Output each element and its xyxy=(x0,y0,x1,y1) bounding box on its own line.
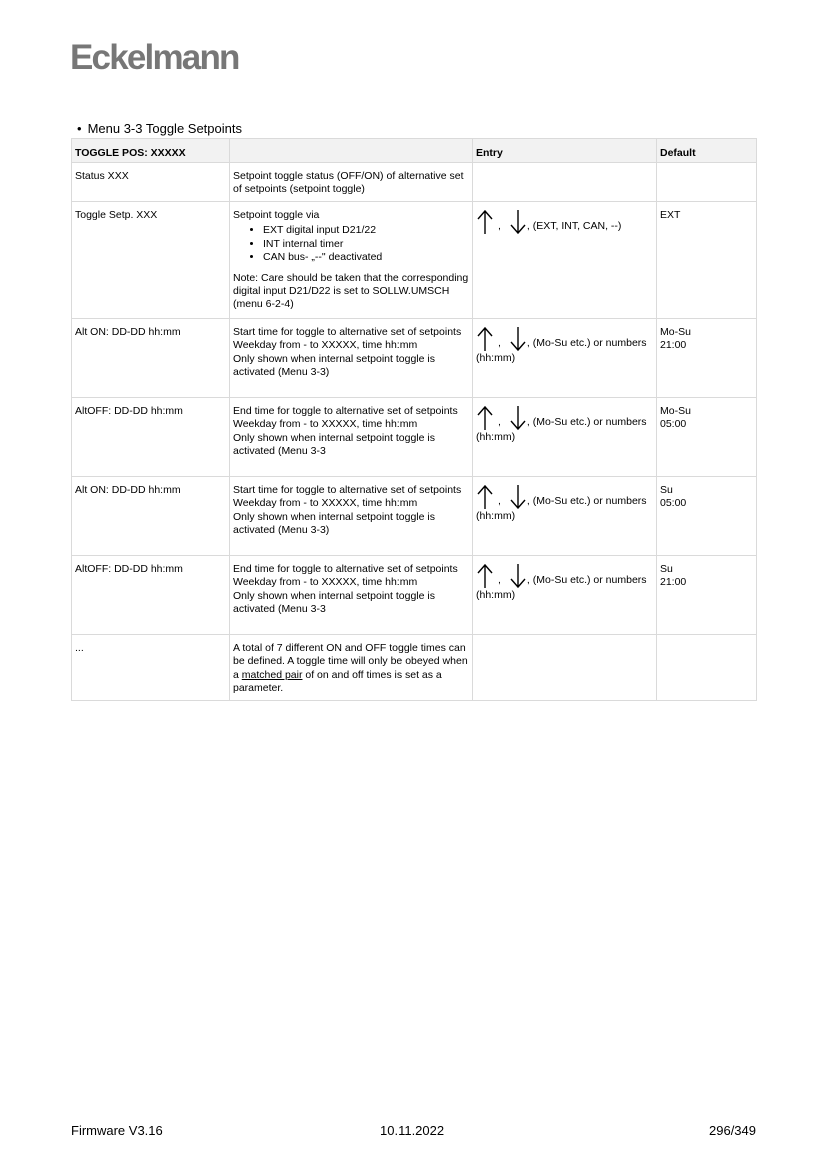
table-header-row xyxy=(72,139,757,163)
param-cell: AltOFF: DD-DD hh:mm xyxy=(72,556,230,635)
arrow-down-icon xyxy=(509,209,527,235)
desc-format: Weekday from - to XXXXX, time hh:mm xyxy=(233,339,418,352)
list-item: • EXT digital input D21/22 xyxy=(263,224,469,237)
entry-separator: , xyxy=(498,219,501,232)
arrow-down-icon xyxy=(509,563,527,589)
param-cell: Status XXX xyxy=(72,163,230,202)
desc-cell xyxy=(230,398,473,477)
entry-cell xyxy=(473,319,657,398)
bullet: • xyxy=(77,121,82,136)
desc-cell xyxy=(230,556,473,635)
entry-text-2: (hh:mm) xyxy=(476,510,516,522)
desc-condition: Only shown when internal setpoint toggle is activated (Menu 3-3) xyxy=(233,352,435,379)
matched-pair-text: matched pair xyxy=(241,668,303,681)
desc-condition: Only shown when internal setpoint toggle is activated (Menu 3-3) xyxy=(233,510,435,537)
table-row xyxy=(72,163,757,202)
table-row xyxy=(72,202,757,319)
entry-separator: , xyxy=(498,494,501,507)
entry-text: , (Mo-Su etc.) or numbers xyxy=(526,494,647,507)
param-cell: AltOFF: DD-DD hh:mm xyxy=(72,398,230,477)
arrow-up-icon xyxy=(476,563,494,589)
desc-cell xyxy=(230,319,473,398)
desc-text-b: of on and off times is set as a parameter. xyxy=(233,668,442,695)
desc-text: Setpoint toggle via xyxy=(233,209,320,221)
param-cell: Toggle Setp. XXX xyxy=(72,202,230,319)
desc-text-a: A total of 7 different ON and OFF toggle times can be defined. A toggle time will only be obeyed when a xyxy=(233,642,468,681)
entry-text: , (EXT, INT, CAN, --) xyxy=(526,219,622,232)
param-cell: ... xyxy=(72,635,230,701)
desc-text: Start time for toggle to alternative set of setpoints xyxy=(233,484,462,496)
desc-cell xyxy=(230,202,473,319)
desc-format: Weekday from - to XXXXX, time hh:mm xyxy=(233,497,418,510)
default-time: 21:00 xyxy=(660,576,687,589)
entry-keys xyxy=(476,563,653,589)
section-title xyxy=(77,121,242,136)
default-cell xyxy=(657,635,757,701)
note-text: Note: Care should be taken that the corresponding digital input D21/D22 is set to SOLLW.UMSCH (menu 6-2-4) xyxy=(233,271,469,311)
arrow-up-icon xyxy=(476,326,494,352)
header-entry: Entry xyxy=(473,139,657,163)
footer-page-number: 296/349 xyxy=(709,1123,756,1138)
entry-separator: , xyxy=(498,573,501,586)
entry-text-2: (hh:mm) xyxy=(476,589,516,601)
header-param: TOGGLE POS: XXXXX xyxy=(72,139,230,163)
default-days: Su xyxy=(660,563,673,575)
default-days: Mo-Su xyxy=(660,326,691,338)
footer-date: 10.11.2022 xyxy=(380,1123,445,1138)
desc-condition: Only shown when internal setpoint toggle is activated (Menu 3-3 xyxy=(233,431,435,458)
entry-cell xyxy=(473,202,657,319)
desc-format: Weekday from - to XXXXX, time hh:mm xyxy=(233,418,418,431)
default-cell xyxy=(657,477,757,556)
entry-text: , (Mo-Su etc.) or numbers xyxy=(526,336,647,349)
default-time: 21:00 xyxy=(660,339,687,352)
table-row xyxy=(72,398,757,477)
default-days: Su xyxy=(660,484,673,496)
entry-separator: , xyxy=(498,415,501,428)
arrow-up-icon xyxy=(476,484,494,510)
arrow-down-icon xyxy=(509,484,527,510)
footer-firmware: Firmware V3.16 xyxy=(71,1123,163,1138)
entry-keys xyxy=(476,326,653,352)
list-item: • INT internal timer xyxy=(263,238,469,251)
entry-cell xyxy=(473,398,657,477)
desc-cell xyxy=(230,477,473,556)
desc-text: End time for toggle to alternative set of setpoints xyxy=(233,405,458,417)
entry-keys xyxy=(476,405,653,431)
default-cell: EXT xyxy=(657,202,757,319)
option-list xyxy=(233,224,469,264)
table-row xyxy=(72,556,757,635)
arrow-down-icon xyxy=(509,326,527,352)
desc-text: End time for toggle to alternative set of setpoints xyxy=(233,563,458,575)
list-item: • CAN bus- „--" deactivated xyxy=(263,251,469,264)
company-logo: Eckelmann xyxy=(70,38,239,77)
desc-cell: Setpoint toggle status (OFF/ON) of alternative set of setpoints (setpoint toggle) xyxy=(230,163,473,202)
default-cell xyxy=(657,319,757,398)
header-default: Default xyxy=(657,139,757,163)
default-days: Mo-Su xyxy=(660,405,691,417)
header-desc xyxy=(230,139,473,163)
entry-keys xyxy=(476,209,653,235)
entry-separator: , xyxy=(498,336,501,349)
entry-text: , (Mo-Su etc.) or numbers xyxy=(526,573,647,586)
desc-format: Weekday from - to XXXXX, time hh:mm xyxy=(233,576,418,589)
default-time: 05:00 xyxy=(660,497,687,510)
param-cell: Alt ON: DD-DD hh:mm xyxy=(72,319,230,398)
desc-text: Start time for toggle to alternative set of setpoints xyxy=(233,326,462,338)
arrow-up-icon xyxy=(476,209,494,235)
arrow-down-icon xyxy=(509,405,527,431)
default-cell xyxy=(657,398,757,477)
entry-cell xyxy=(473,635,657,701)
arrow-up-icon xyxy=(476,405,494,431)
default-cell xyxy=(657,556,757,635)
entry-cell xyxy=(473,556,657,635)
table-row xyxy=(72,635,757,701)
entry-text-2: (hh:mm) xyxy=(476,352,516,364)
entry-text: , (Mo-Su etc.) or numbers xyxy=(526,415,647,428)
default-time: 05:00 xyxy=(660,418,687,431)
entry-text-2: (hh:mm) xyxy=(476,431,516,443)
entry-cell xyxy=(473,477,657,556)
desc-condition: Only shown when internal setpoint toggle is activated (Menu 3-3 xyxy=(233,589,435,616)
table-row xyxy=(72,477,757,556)
entry-cell xyxy=(473,163,657,202)
entry-keys xyxy=(476,484,653,510)
section-title-text: Menu 3-3 Toggle Setpoints xyxy=(87,121,242,136)
table-row xyxy=(72,319,757,398)
default-cell xyxy=(657,163,757,202)
param-cell: Alt ON: DD-DD hh:mm xyxy=(72,477,230,556)
desc-cell xyxy=(230,635,473,701)
setpoint-table xyxy=(71,138,757,701)
